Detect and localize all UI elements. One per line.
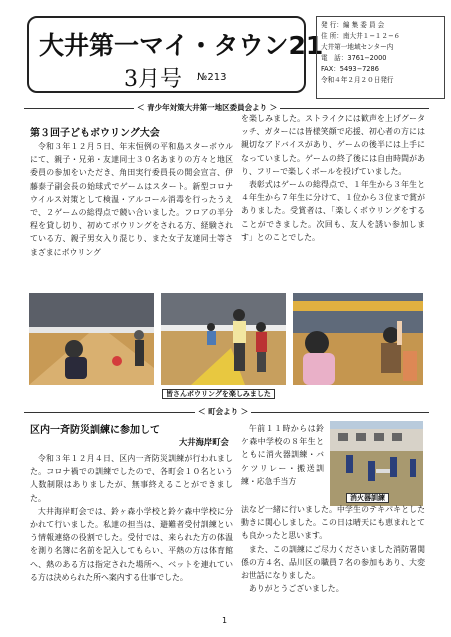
bowling-photo-caption [162,389,275,399]
publisher-line: 電 話：3761−2000 [321,54,387,62]
publisher-info [316,16,445,99]
paragraph: 午前１１時からは鈴ケ森中学校の８年生とともに消火器訓練・バケツリレー・搬送訓練・応急手当方 [241,424,324,486]
bowling-photo-1 [29,293,154,385]
paragraph: 大井海岸町会では、鈴ヶ森小学校と鈴ケ森中学校に分かれて行いました。私達の担当は、避難者受付訓練という情報連絡の役割でした。受付では、来られた方の体温を測り名簿に名前を記入してもらい、平熱の方は体育館へ、熱のある方は指定された場所へ、ベットを連れている方は決められた所へ案内する仕事でした。 [30,506,233,582]
article-title-bowling: 第３回子どもボウリング大会 [30,128,160,139]
bowling-photo-2 [161,293,286,385]
article-drill-left-column [30,452,233,584]
issue-month: 3月号 [124,67,182,92]
newsletter-title: 大井第一マイ・タウン21 [39,31,324,60]
article-bowling-right-column [241,112,425,244]
issue-number: №213 [197,72,227,83]
fire-drill-caption [346,493,389,503]
bowling-photo-3 [293,293,423,385]
section-heading-youth: ＜ 青少年対策大井第一地区委員会より ＞ [134,102,280,113]
caption-text: 皆さんボウリングを楽しみました [162,389,275,399]
paragraph: 令和３年１２月５日、年末恒例の平和島スターボウルにて、親子・兄弟・友達同士３０名あまりの方々と地区委員の参加をいただき、角田実行委員長の開会宣言、伊藤泰子副会長の始球式でゲームはスタート。新型コロナウイルス対策として検温・アルコール消毒を行ったうえで、２ゲームの総得点で競い合いました。フロアの半分程を貸し切り、初めてボウリングをされる方、経験されている方、親子男女入り混じり、また女子友達同士等さまざまにボウリング [30,142,233,257]
article-bowling-left-column [30,140,233,259]
page-number: 1 [222,616,228,625]
paragraph: を楽しみました。ストライクには歓声を上げグータッチ、ガターには皆様笑顔で応援、初心者の方には親切なアドバイスがあり、ゲームの後半には上手になっていました。ゲームの終了後には自由時間があり、フリーで楽しくボールを投げていました。 [241,114,425,176]
paragraph: ありがとうございました。 [248,584,344,594]
article-title-drill: 区内一斉防災訓練に参加して [30,425,160,436]
paragraph: また、この訓練にご尽力くださいました消防署関係の方４名、品川区の職員７名の参加もあり、大変お世話になりました。 [241,544,425,581]
publisher-line: FAX：5493−7286 [321,65,379,73]
publisher-line: 住 所：南大井１−１２−６ [321,32,401,40]
caption-text: 消火器訓練 [346,493,389,503]
article-author: 大井海岸町会 [179,437,229,447]
masthead-box [27,16,324,93]
publisher-line: 発 行：編 集 委 員 会 [321,21,385,29]
paragraph: 法など一緒に行いました。中学生のテキパキとした動きに関心しました。この日は晴天にも恵まれとても良かったと思います。 [241,505,425,541]
paragraph: 表彰式はゲームの総得点で、１年生から３年生と４年生から７年生に分けて、１位から３位まで賞がありました。受賞者は、「楽しくボウリングをすることができました。次回も、友人を誘い参加します」とのことでした。 [241,180,425,242]
paragraph: 令和３年１２月４日、区内一斉防災訓練が行われました。コロナ禍での訓練でしたので、各町会１０名という人数制限はありましたが、無事終えることができました。 [30,454,233,503]
section-heading-town: ＜ 町会より ＞ [195,406,251,417]
article-drill-mid-column [241,422,324,488]
publisher-line: 令和４年２月２０日発行 [321,76,394,84]
publisher-line: 大井第一地域センター内 [321,43,394,51]
article-drill-right-column [241,503,425,595]
